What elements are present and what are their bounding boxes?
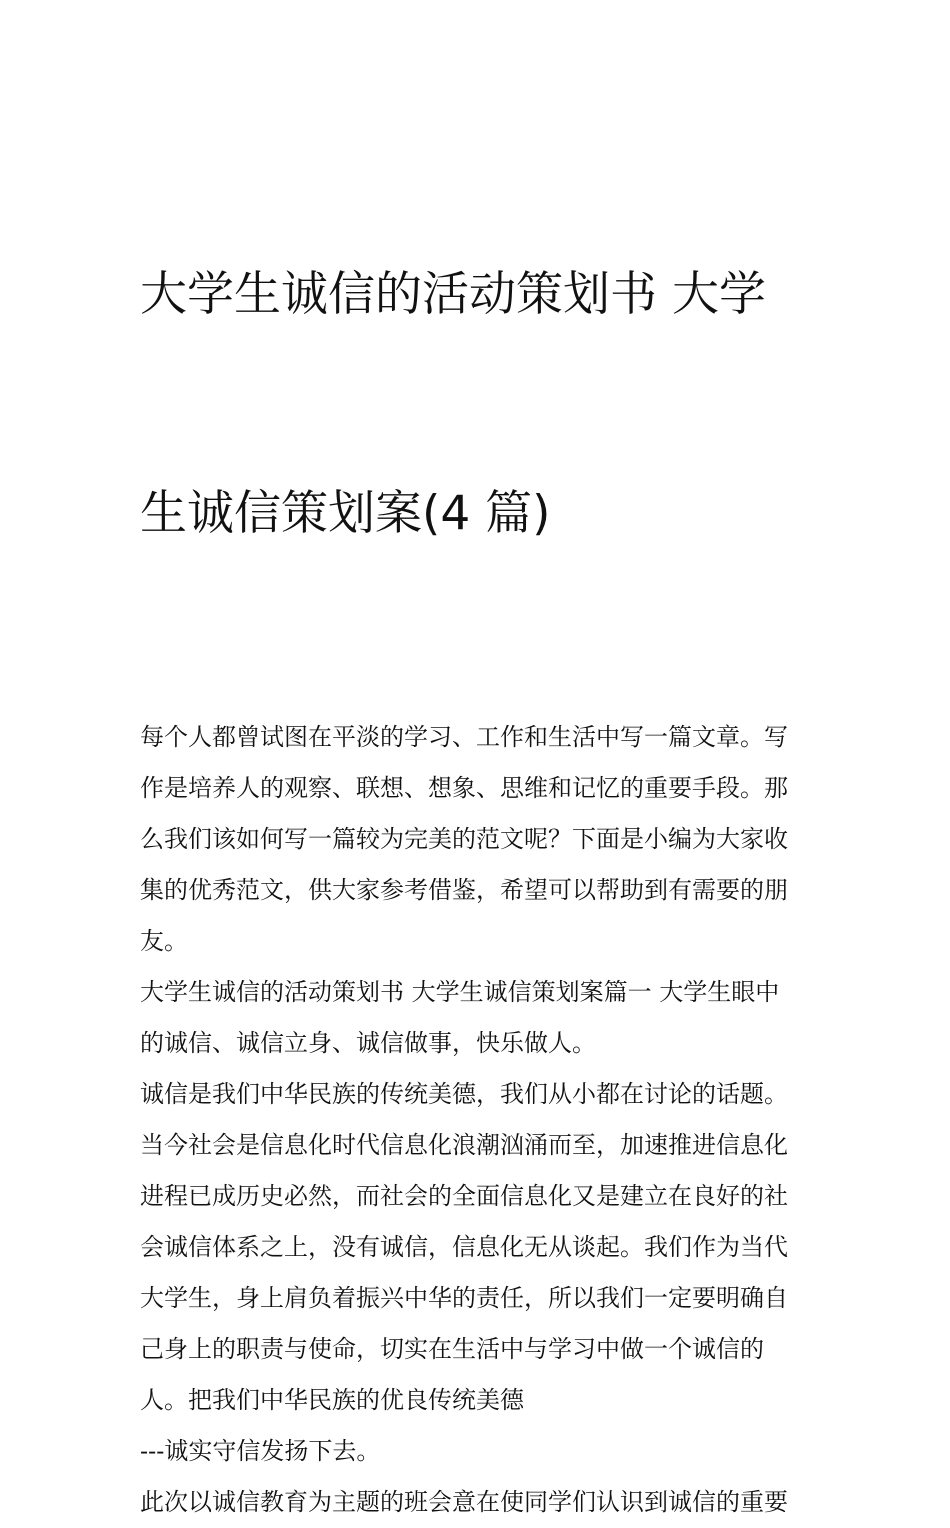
text-line: 人。把我们中华民族的优良传统美德 [140, 1386, 524, 1414]
paragraph-section-heading [140, 967, 812, 1069]
text-line: 每个人都曾试图在平淡的学习、工作和生活中写一篇文章。写 [140, 723, 788, 751]
text-line: 的诚信、诚信立身、诚信做事，快乐做人。 [140, 1029, 596, 1057]
text-line: 此次以诚信教育为主题的班会意在使同学们认识到诚信的重要 [140, 1488, 788, 1516]
text-line: 大学生，身上肩负着振兴中华的责任，所以我们一定要明确自 [140, 1284, 788, 1312]
text-line: 么我们该如何写一篇较为完美的范文呢？下面是小编为大家收 [140, 825, 788, 853]
paragraph-continuation [140, 1426, 812, 1477]
paragraph-intro [140, 712, 812, 967]
text-line: 进程已成历史必然，而社会的全面信息化又是建立在良好的社 [140, 1182, 788, 1210]
text-line: 友。 [140, 927, 188, 955]
text-line: 己身上的职责与使命，切实在生活中与学习中做一个诚信的 [140, 1335, 764, 1363]
text-line: 集的优秀范文，供大家参考借鉴，希望可以帮助到有需要的朋 [140, 876, 788, 904]
document-page [140, 112, 812, 1528]
document-title [140, 112, 812, 696]
text-line: 会诚信体系之上，没有诚信，信息化无从谈起。我们作为当代 [140, 1233, 788, 1261]
title-line: 生诚信策划案(4 篇) [140, 486, 551, 541]
text-line: 大学生诚信的活动策划书 大学生诚信策划案篇一 大学生眼中 [140, 978, 780, 1006]
paragraph-honesty [140, 1069, 812, 1426]
document-body [140, 712, 812, 1528]
text-line: 当今社会是信息化时代信息化浪潮汹涌而至，加速推进信息化 [140, 1131, 788, 1159]
title-line: 大学生诚信的活动策划书 大学 [140, 267, 766, 322]
paragraph-class-meeting [140, 1477, 812, 1528]
text-line: ---诚实守信发扬下去。 [140, 1437, 381, 1465]
text-line: 作是培养人的观察、联想、想象、思维和记忆的重要手段。那 [140, 774, 788, 802]
text-line: 诚信是我们中华民族的传统美德，我们从小都在讨论的话题。 [140, 1080, 788, 1108]
